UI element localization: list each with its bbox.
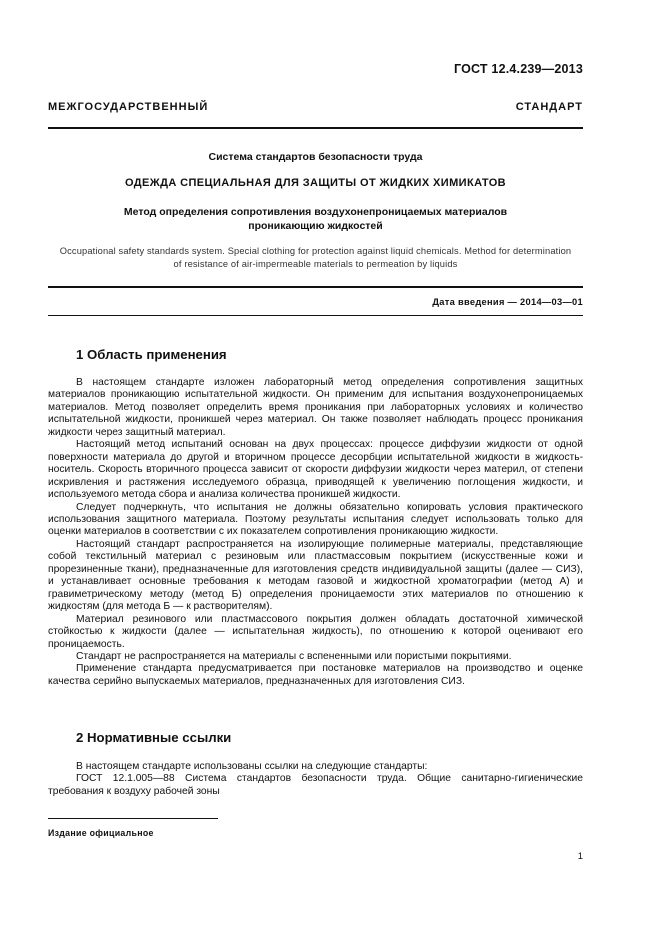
paragraph: Материал резинового или пластмассового покрытия должен обладать достаточной химической стойкостью к жидкости (далее — испытательная жидкость), по отношению к которой оценивают его проницаемость.: [48, 613, 583, 650]
page-number: 1: [577, 851, 583, 862]
paragraph: В настоящем стандарте изложен лабораторный метод определения сопротивления защитных материалов проникающию испытательной жидкости. Он применим для испытания воздухонепроницаемых материалов. Метод позволяет определить время проникания при лабораторных условиях и количество испытательной жидкости, проникшей через материал. Он также позволяет наблюдать процесс проникания жидкости через защитный материал.: [48, 377, 583, 438]
footer-rule: [48, 818, 218, 819]
paragraph: Настоящий стандарт распространяется на изолирующие полимерные материалы, представляющие собой текстильный материал с резиновым или пластмассовым покрытием (искусственные кожи и прорезиненные ткани), предназначенные для изготовления средств индивидуальной защиты (далее — СИЗ), и устанавливает основные требования к методам газовой и жидкостной хроматографии (метод А) и гравиметрическому методу (метод Б) определения проницаемости этих материалов по отношению к жидкостям (для метода Б — к растворителям).: [48, 538, 583, 613]
paragraph: Следует подчеркнуть, что испытания не должны обязательно копировать условия практического использования защитного материала. Поэтому результаты испытания следует использовать только для оценки материалов в соответствии с их показателем сопротивления проникающию жидкости.: [48, 501, 583, 538]
date-rule: [48, 315, 583, 316]
header-rule: [48, 127, 583, 129]
section-1-body: [48, 377, 583, 688]
document-title: ОДЕЖДА СПЕЦИАЛЬНАЯ ДЛЯ ЗАЩИТЫ ОТ ЖИДКИХ ХИМИКАТОВ: [124, 177, 507, 189]
section-2-heading: 2 Нормативные ссылки: [76, 730, 232, 745]
english-title-line-1: Occupational safety standards system. Special clothing for protection against liquid chemicals. Method for determination: [59, 246, 572, 256]
section-2-body: [48, 761, 583, 798]
paragraph: В настоящем стандарте использованы ссылки на следующие стандарты:: [76, 761, 428, 772]
standard-code: ГОСТ 12.4.239—2013: [453, 62, 583, 76]
paragraph: ГОСТ 12.1.005—88 Система стандартов безопасности труда. Общие санитарно-гигиенические требования к воздуху рабочей зоны: [48, 773, 583, 797]
introduction-date: Дата введения — 2014—03—01: [432, 297, 583, 307]
method-title-line-1: Метод определения сопротивления воздухонепроницаемых материалов: [123, 206, 508, 218]
paragraph: Настоящий метод испытаний основан на двух процессах: процессе диффузии жидкости от одной поверхности материала до другой и вторичном процессе десорбции испытательной жидкости в жидкость-носитель. Скорость вторичного процесса зависит от скорости диффузии жидкости через материл, от степени искривления и растяжения исследуемого образца, приводящей к увеличению поглощения жидкости, и используемого метода сбора и анализа количества проникшей жидкости.: [48, 439, 583, 501]
method-title-line-2: проникающию жидкостей: [248, 219, 383, 232]
official-edition-label: Издание официальное: [48, 828, 154, 838]
paragraph: Стандарт не распространяется на материалы с вспененными или пористыми покрытиями.: [76, 650, 512, 662]
paragraph: Применение стандарта предусматривается при постановке материалов на производство и оценке качества серийно выпускаемых материалов, предназначенных для изготовления СИЗ.: [48, 663, 583, 687]
title-rule: [48, 286, 583, 288]
english-title-line-2: of resistance of air-impermeable materials to permeation by liquids: [173, 259, 458, 269]
standard-series: Система стандартов безопасности труда: [208, 151, 423, 163]
interstate-standard-label: МЕЖГОСУДАРСТВЕННЫЙ СТАНДАРТ: [48, 101, 583, 113]
method-title: [48, 206, 583, 233]
section-1-heading: 1 Область применения: [76, 347, 227, 362]
english-title: [48, 245, 583, 271]
